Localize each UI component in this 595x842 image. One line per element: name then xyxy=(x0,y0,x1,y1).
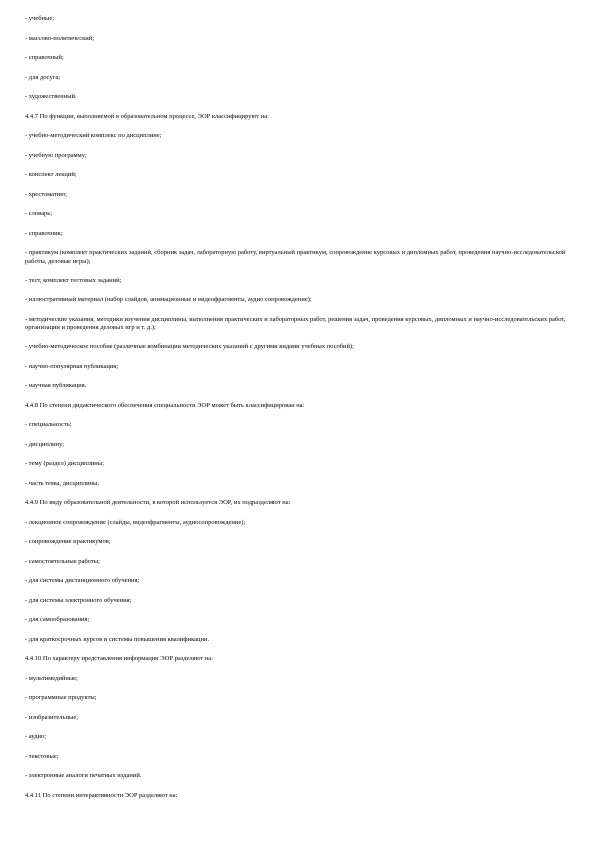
list-item: - справочник; xyxy=(25,229,63,237)
list-item: - художественный. xyxy=(25,93,77,100)
list-item: - аудио; xyxy=(25,733,47,740)
list-item: - для краткосрочных курсов и системы повышения квалификации. xyxy=(25,635,210,643)
document-body xyxy=(25,15,570,811)
list-item: - для системы дистанционного обучения; xyxy=(25,577,140,584)
list-item: - учебные; xyxy=(25,15,55,22)
list-item: - мультимедийные; xyxy=(25,674,78,682)
section-heading: 4.4.11 По степени интерактивности ЭОР разделяют на: xyxy=(25,791,178,799)
list-item: - текстовые; xyxy=(25,752,59,760)
list-item: - программные продукты; xyxy=(25,694,97,701)
list-item: - научно-популярная публикация; xyxy=(25,362,119,370)
list-item: - справочный; xyxy=(25,54,64,61)
section-heading: 4.4.8 По степени дидактического обеспечения специальности ЭОР может быть классифицирован на: xyxy=(25,401,305,409)
list-item: - тему (раздел) дисциплины; xyxy=(25,460,104,467)
list-item: - для системы электронного обучения; xyxy=(25,596,132,604)
list-item: - тест, комплект тестовых заданий; xyxy=(25,276,122,284)
list-item: - для досуга; xyxy=(25,73,61,81)
list-item: - дисциплину; xyxy=(25,440,65,448)
list-item: - методические указания, методики изучения дисциплины, выполнения практических и лабораторных работ, решения задач, проведения курсовых, дипломных и научно-исследовательских работ, организации и проведения деловых игр и т. д.); xyxy=(25,315,566,331)
list-item: - учебно-методический комплекс по дисциплине; xyxy=(25,132,162,139)
list-item: - конспект лекций; xyxy=(25,171,77,178)
list-item: - словарь; xyxy=(25,210,53,217)
list-item: - учебно-методическое пособие (различные комбинации методических указаний с другими видами учебных пособий); xyxy=(25,343,354,350)
list-item: - сопровождение практикумов; xyxy=(25,538,111,545)
list-item: - самостоятельные работы; xyxy=(25,557,100,565)
list-item: - электронные аналоги печатных изданий. xyxy=(25,772,142,779)
list-item: - научная публикация. xyxy=(25,382,87,389)
section-heading: 4.4.7 По функции, выполняемой в образовательном процессе, ЭОР классифицируют на: xyxy=(25,112,269,120)
list-item: - хрестоматию; xyxy=(25,190,67,198)
list-item: - массово-политический; xyxy=(25,34,95,42)
list-item: - учебную программу; xyxy=(25,151,87,159)
list-item: - иллюстративный материал (набор слайдов, анимационные и видеофрагменты, аудио сопровождение); xyxy=(25,296,312,303)
list-item: - для самообразования; xyxy=(25,616,90,623)
section-heading: 4.4.10 По характеру представления информации ЭОР разделяют на: xyxy=(25,655,213,662)
list-item: - специальность; xyxy=(25,421,72,428)
list-item: - часть темы, дисциплины. xyxy=(25,479,100,487)
list-item: - лекционное сопровождение (слайды, видеофрагменты, аудиосопровождение); xyxy=(25,518,246,526)
list-item: - изобразительные; xyxy=(25,713,79,721)
list-item: - практикум (комплект практических заданий, сборник задач, лабораторную работу, виртуальный практикум, сопровождение курсовых и дипломных работ, проведения научно-исследовательской работы, деловые игры); xyxy=(25,249,566,265)
section-heading: 4.4.9 По виду образовательной деятельности, в которой используется ЭОР, их подразделяют на: xyxy=(25,499,291,506)
